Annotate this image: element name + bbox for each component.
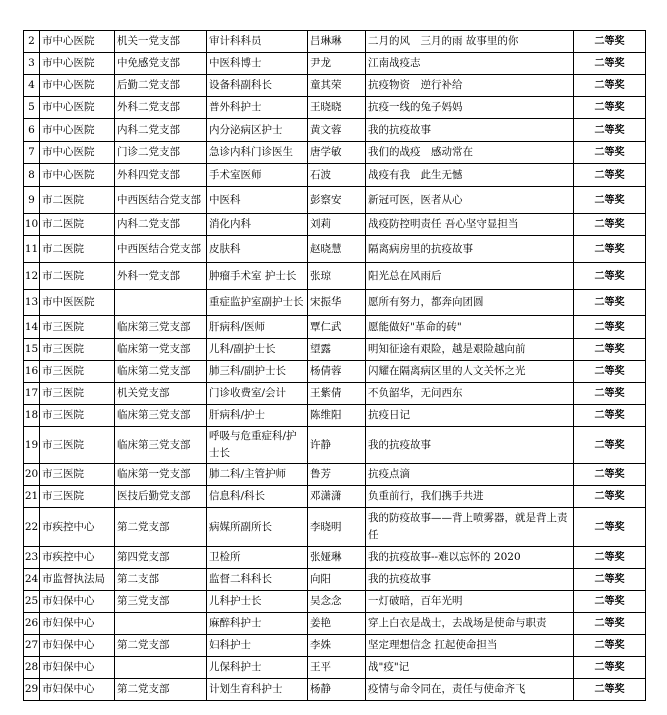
- organization-cell: 市妇保中心: [40, 657, 115, 679]
- party-branch-cell: 第三党支部: [115, 591, 207, 613]
- row-number: 28: [24, 657, 40, 679]
- story-title-cell: 抗疫物资 逆行补给: [366, 75, 574, 97]
- author-name-cell: 鲁芳: [308, 464, 366, 486]
- story-title-cell: 战疫防控明责任 吾心坚守显担当: [366, 214, 574, 236]
- organization-cell: 市中心医院: [40, 119, 115, 142]
- row-number: 3: [24, 53, 40, 75]
- department-position-cell: 急诊内科门诊医生: [207, 142, 308, 164]
- organization-cell: 市三医院: [40, 464, 115, 486]
- party-branch-cell: 中西医结合党支部: [115, 187, 207, 214]
- award-level-cell: 二等奖: [574, 236, 646, 263]
- author-name-cell: 赵晓慧: [308, 236, 366, 263]
- party-branch-cell: 中西医结合党支部: [115, 236, 207, 263]
- table-row: [24, 263, 646, 290]
- table-row: [24, 236, 646, 263]
- organization-cell: 市中心医院: [40, 164, 115, 187]
- organization-cell: 市妇保中心: [40, 679, 115, 701]
- table-row: [24, 214, 646, 236]
- row-number: 22: [24, 508, 40, 547]
- story-title-cell: 闪耀在隔离病区里的人文关怀之光: [366, 361, 574, 383]
- award-level-cell: 二等奖: [574, 547, 646, 569]
- author-name-cell: 刘莉: [308, 214, 366, 236]
- row-number: 29: [24, 679, 40, 701]
- author-name-cell: 望露: [308, 339, 366, 361]
- table-row: [24, 464, 646, 486]
- party-branch-cell: 外科二党支部: [115, 97, 207, 119]
- story-title-cell: 愿所有努力，都奔向团圆: [366, 290, 574, 316]
- row-number: 4: [24, 75, 40, 97]
- department-position-cell: 妇科护士: [207, 635, 308, 657]
- story-title-cell: 负重前行，我们携手共进: [366, 486, 574, 508]
- party-branch-cell: 医技后勤党支部: [115, 486, 207, 508]
- party-branch-cell: 机关党支部: [115, 383, 207, 405]
- awards-table-body: [24, 31, 646, 701]
- author-name-cell: 杨倩蓉: [308, 361, 366, 383]
- table-row: [24, 361, 646, 383]
- story-title-cell: 我的抗疫故事: [366, 569, 574, 591]
- story-title-cell: 抗疫一线的兔子妈妈: [366, 97, 574, 119]
- row-number: 20: [24, 464, 40, 486]
- row-number: 16: [24, 361, 40, 383]
- author-name-cell: 王紫倩: [308, 383, 366, 405]
- table-row: [24, 591, 646, 613]
- row-number: 9: [24, 187, 40, 214]
- story-title-cell: 疫情与命令同在，责任与使命齐飞: [366, 679, 574, 701]
- story-title-cell: 坚定理想信念 扛起使命担当: [366, 635, 574, 657]
- author-name-cell: 李姝: [308, 635, 366, 657]
- table-row: [24, 97, 646, 119]
- party-branch-cell: [115, 657, 207, 679]
- organization-cell: 市中心医院: [40, 75, 115, 97]
- organization-cell: 市二医院: [40, 263, 115, 290]
- story-title-cell: 二月的风 三月的雨 故事里的你: [366, 31, 574, 53]
- row-number: 11: [24, 236, 40, 263]
- author-name-cell: 彭察安: [308, 187, 366, 214]
- organization-cell: 市妇保中心: [40, 635, 115, 657]
- award-level-cell: 二等奖: [574, 316, 646, 339]
- story-title-cell: 新冠可医，医者从心: [366, 187, 574, 214]
- row-number: 5: [24, 97, 40, 119]
- department-position-cell: 儿保科护士: [207, 657, 308, 679]
- party-branch-cell: 第二党支部: [115, 508, 207, 547]
- story-title-cell: 战"疫"记: [366, 657, 574, 679]
- award-level-cell: 二等奖: [574, 31, 646, 53]
- party-branch-cell: [115, 290, 207, 316]
- department-position-cell: 病媒所副所长: [207, 508, 308, 547]
- party-branch-cell: 临床第一党支部: [115, 339, 207, 361]
- department-position-cell: 肝病科/医师: [207, 316, 308, 339]
- award-level-cell: 二等奖: [574, 405, 646, 427]
- party-branch-cell: 内科二党支部: [115, 214, 207, 236]
- organization-cell: 市三医院: [40, 316, 115, 339]
- party-branch-cell: 内科二党支部: [115, 119, 207, 142]
- story-title-cell: 我们的战疫 感动常在: [366, 142, 574, 164]
- row-number: 6: [24, 119, 40, 142]
- award-level-cell: 二等奖: [574, 142, 646, 164]
- organization-cell: 市三医院: [40, 383, 115, 405]
- award-level-cell: 二等奖: [574, 569, 646, 591]
- party-branch-cell: 门诊二党支部: [115, 142, 207, 164]
- table-row: [24, 613, 646, 635]
- row-number: 12: [24, 263, 40, 290]
- department-position-cell: 麻醉科护士: [207, 613, 308, 635]
- party-branch-cell: 第二党支部: [115, 679, 207, 701]
- story-title-cell: 我的抗疫故事: [366, 119, 574, 142]
- award-level-cell: 二等奖: [574, 361, 646, 383]
- organization-cell: 市疾控中心: [40, 508, 115, 547]
- author-name-cell: 覃仁武: [308, 316, 366, 339]
- table-row: [24, 31, 646, 53]
- award-level-cell: 二等奖: [574, 263, 646, 290]
- department-position-cell: 肝病科/护士: [207, 405, 308, 427]
- award-level-cell: 二等奖: [574, 53, 646, 75]
- author-name-cell: 黄文蓉: [308, 119, 366, 142]
- row-number: 27: [24, 635, 40, 657]
- award-level-cell: 二等奖: [574, 290, 646, 316]
- table-row: [24, 635, 646, 657]
- award-level-cell: 二等奖: [574, 464, 646, 486]
- story-title-cell: 抗疫点滴: [366, 464, 574, 486]
- table-row: [24, 679, 646, 701]
- award-level-cell: 二等奖: [574, 613, 646, 635]
- table-row: [24, 290, 646, 316]
- table-row: [24, 187, 646, 214]
- department-position-cell: 中医科博士: [207, 53, 308, 75]
- author-name-cell: 吕琳琳: [308, 31, 366, 53]
- party-branch-cell: 临床第一党支部: [115, 464, 207, 486]
- organization-cell: 市中心医院: [40, 31, 115, 53]
- organization-cell: 市三医院: [40, 486, 115, 508]
- organization-cell: 市中心医院: [40, 53, 115, 75]
- story-title-cell: 我的抗疫故事--难以忘怀的 2020: [366, 547, 574, 569]
- row-number: 14: [24, 316, 40, 339]
- author-name-cell: 王晓晓: [308, 97, 366, 119]
- department-position-cell: 计划生育科护士: [207, 679, 308, 701]
- party-branch-cell: 中免感党支部: [115, 53, 207, 75]
- story-title-cell: 隔离病房里的抗疫故事: [366, 236, 574, 263]
- row-number: 26: [24, 613, 40, 635]
- department-position-cell: 皮肤科: [207, 236, 308, 263]
- table-row: [24, 53, 646, 75]
- author-name-cell: 宋振华: [308, 290, 366, 316]
- row-number: 19: [24, 427, 40, 464]
- story-title-cell: 阳光总在风雨后: [366, 263, 574, 290]
- department-position-cell: 手术室医师: [207, 164, 308, 187]
- department-position-cell: 呼吸与危重症科/护士长: [207, 427, 308, 464]
- department-position-cell: 内分泌病区护士: [207, 119, 308, 142]
- story-title-cell: 穿上白衣是战士，去战场是使命与职责: [366, 613, 574, 635]
- organization-cell: 市妇保中心: [40, 613, 115, 635]
- department-position-cell: 消化内科: [207, 214, 308, 236]
- row-number: 24: [24, 569, 40, 591]
- author-name-cell: 姜艳: [308, 613, 366, 635]
- party-branch-cell: 机关一党支部: [115, 31, 207, 53]
- award-level-cell: 二等奖: [574, 679, 646, 701]
- table-row: [24, 119, 646, 142]
- organization-cell: 市三医院: [40, 405, 115, 427]
- award-level-cell: 二等奖: [574, 591, 646, 613]
- party-branch-cell: 第四党支部: [115, 547, 207, 569]
- department-position-cell: 信息科/科长: [207, 486, 308, 508]
- story-title-cell: 我的抗疫故事: [366, 427, 574, 464]
- row-number: 21: [24, 486, 40, 508]
- organization-cell: 市二医院: [40, 214, 115, 236]
- story-title-cell: 愿能做好"革命的砖": [366, 316, 574, 339]
- organization-cell: 市中心医院: [40, 97, 115, 119]
- party-branch-cell: 后勤二党支部: [115, 75, 207, 97]
- department-position-cell: 门诊收费室/会计: [207, 383, 308, 405]
- table-row: [24, 547, 646, 569]
- table-row: [24, 339, 646, 361]
- table-row: [24, 164, 646, 187]
- organization-cell: 市监督执法局: [40, 569, 115, 591]
- row-number: 2: [24, 31, 40, 53]
- award-level-cell: 二等奖: [574, 214, 646, 236]
- award-level-cell: 二等奖: [574, 97, 646, 119]
- organization-cell: 市中心医院: [40, 142, 115, 164]
- department-position-cell: 重症监护室副护士长: [207, 290, 308, 316]
- story-title-cell: 抗疫日记: [366, 405, 574, 427]
- department-position-cell: 设备科副科长: [207, 75, 308, 97]
- party-branch-cell: 第二支部: [115, 569, 207, 591]
- organization-cell: 市二医院: [40, 187, 115, 214]
- row-number: 13: [24, 290, 40, 316]
- row-number: 10: [24, 214, 40, 236]
- author-name-cell: 邓潇潇: [308, 486, 366, 508]
- department-position-cell: 儿科护士长: [207, 591, 308, 613]
- author-name-cell: 张琼: [308, 263, 366, 290]
- award-level-cell: 二等奖: [574, 339, 646, 361]
- author-name-cell: 唐学敏: [308, 142, 366, 164]
- table-row: [24, 142, 646, 164]
- table-row: [24, 657, 646, 679]
- table-row: [24, 569, 646, 591]
- party-branch-cell: [115, 613, 207, 635]
- party-branch-cell: 第二党支部: [115, 635, 207, 657]
- author-name-cell: 童其荣: [308, 75, 366, 97]
- department-position-cell: 监督二科科长: [207, 569, 308, 591]
- award-level-cell: 二等奖: [574, 164, 646, 187]
- party-branch-cell: 临床第二党支部: [115, 361, 207, 383]
- party-branch-cell: 临床第三党支部: [115, 427, 207, 464]
- table-row: [24, 508, 646, 547]
- party-branch-cell: 临床第三党支部: [115, 405, 207, 427]
- author-name-cell: 石波: [308, 164, 366, 187]
- organization-cell: 市三医院: [40, 361, 115, 383]
- author-name-cell: 张娅琳: [308, 547, 366, 569]
- table-row: [24, 427, 646, 464]
- author-name-cell: 向阳: [308, 569, 366, 591]
- department-position-cell: 卫检所: [207, 547, 308, 569]
- department-position-cell: 审计科科员: [207, 31, 308, 53]
- row-number: 25: [24, 591, 40, 613]
- table-row: [24, 75, 646, 97]
- department-position-cell: 儿科/副护士长: [207, 339, 308, 361]
- row-number: 15: [24, 339, 40, 361]
- story-title-cell: 江南战疫志: [366, 53, 574, 75]
- organization-cell: 市三医院: [40, 339, 115, 361]
- organization-cell: 市疾控中心: [40, 547, 115, 569]
- department-position-cell: 肺三科/副护士长: [207, 361, 308, 383]
- table-row: [24, 383, 646, 405]
- author-name-cell: 王平: [308, 657, 366, 679]
- organization-cell: 市妇保中心: [40, 591, 115, 613]
- row-number: 17: [24, 383, 40, 405]
- story-title-cell: 一灯破暗，百年光明: [366, 591, 574, 613]
- award-level-cell: 二等奖: [574, 187, 646, 214]
- awards-table-container: [23, 30, 646, 701]
- author-name-cell: 尹龙: [308, 53, 366, 75]
- award-level-cell: 二等奖: [574, 635, 646, 657]
- award-level-cell: 二等奖: [574, 383, 646, 405]
- story-title-cell: 明知征途有艰险，越是艰险越向前: [366, 339, 574, 361]
- story-title-cell: 不负韶华，无问西东: [366, 383, 574, 405]
- organization-cell: 市中医医院: [40, 290, 115, 316]
- award-level-cell: 二等奖: [574, 508, 646, 547]
- author-name-cell: 陈维阳: [308, 405, 366, 427]
- table-row: [24, 316, 646, 339]
- row-number: 18: [24, 405, 40, 427]
- author-name-cell: 许静: [308, 427, 366, 464]
- award-level-cell: 二等奖: [574, 119, 646, 142]
- department-position-cell: 肺二科/主管护师: [207, 464, 308, 486]
- party-branch-cell: 外科一党支部: [115, 263, 207, 290]
- row-number: 7: [24, 142, 40, 164]
- award-level-cell: 二等奖: [574, 427, 646, 464]
- award-level-cell: 二等奖: [574, 657, 646, 679]
- table-row: [24, 486, 646, 508]
- organization-cell: 市三医院: [40, 427, 115, 464]
- story-title-cell: 战疫有我 此生无憾: [366, 164, 574, 187]
- department-position-cell: 肿瘤手术室 护士长: [207, 263, 308, 290]
- award-level-cell: 二等奖: [574, 486, 646, 508]
- author-name-cell: 李晓明: [308, 508, 366, 547]
- award-level-cell: 二等奖: [574, 75, 646, 97]
- author-name-cell: 吴念念: [308, 591, 366, 613]
- party-branch-cell: 外科四党支部: [115, 164, 207, 187]
- table-row: [24, 405, 646, 427]
- author-name-cell: 杨静: [308, 679, 366, 701]
- row-number: 23: [24, 547, 40, 569]
- department-position-cell: 普外科护士: [207, 97, 308, 119]
- party-branch-cell: 临床第三党支部: [115, 316, 207, 339]
- department-position-cell: 中医科: [207, 187, 308, 214]
- story-title-cell: 我的防疫故事——背上喷雾器，就是背上责任: [366, 508, 574, 547]
- organization-cell: 市二医院: [40, 236, 115, 263]
- awards-table: [23, 30, 646, 701]
- row-number: 8: [24, 164, 40, 187]
